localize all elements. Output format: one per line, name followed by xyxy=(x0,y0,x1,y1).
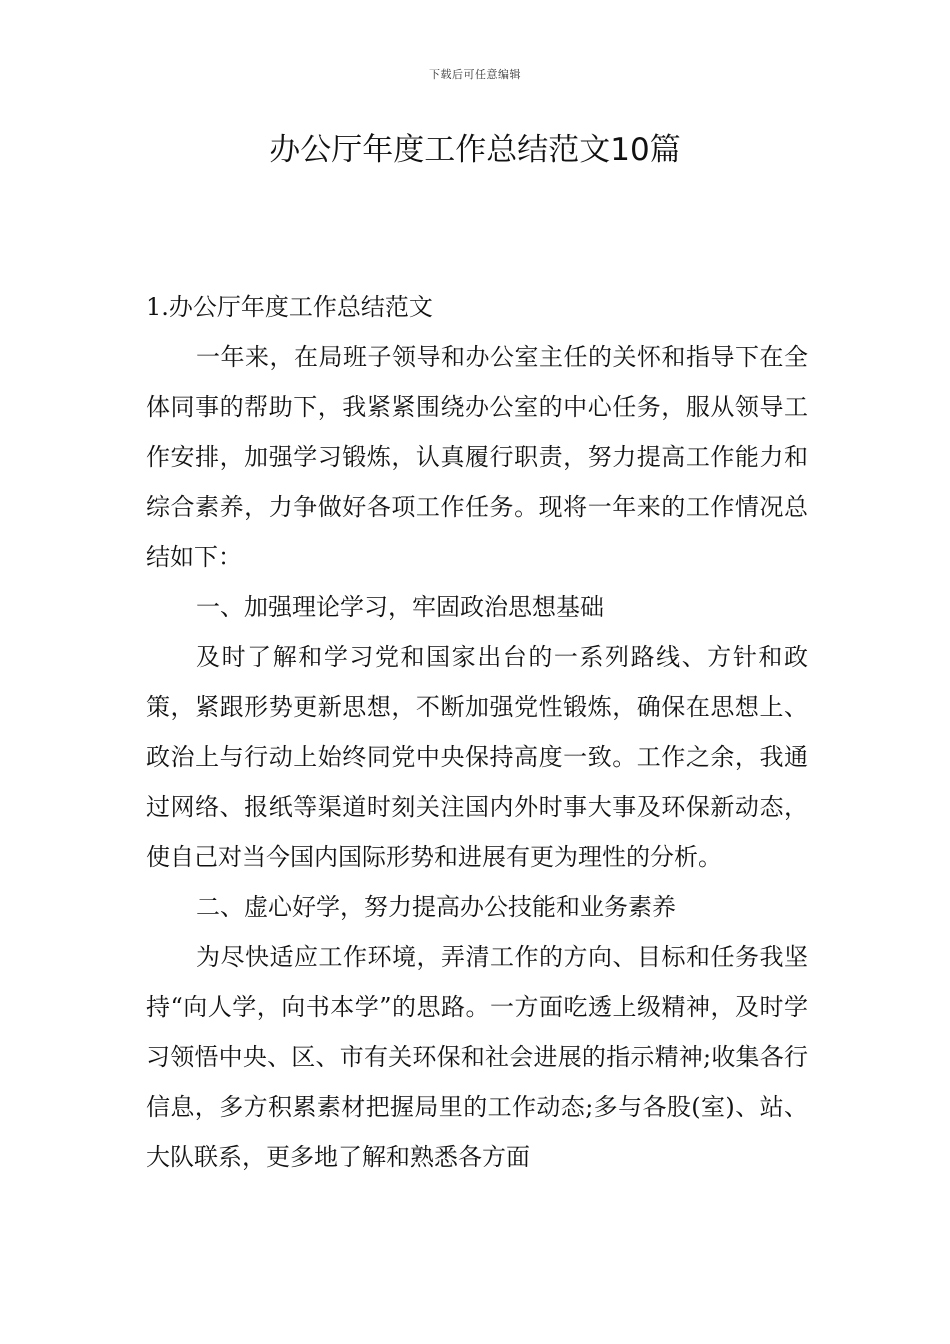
document-body xyxy=(146,282,808,1182)
subheading-office-skills: 二、虚心好学，努力提高办公技能和业务素养 xyxy=(196,893,676,921)
paragraph-theory-study: 及时了解和学习党和国家出台的一系列路线、方针和政策，紧跟形势更新思想，不断加强党性锻炼，确保在思想上、政治上与行动上始终同党中央保持高度一致。工作之余，我通过网络、报纸等渠道时刻关注国内外时事大事及环保新动态，使自己对当今国内国际形势和进展有更为理性的分析。 xyxy=(146,643,808,871)
document-title: 办公厅年度工作总结范文10篇 xyxy=(269,132,681,168)
paragraph-intro: 一年来，在局班子领导和办公室主任的关怀和指导下在全体同事的帮助下，我紧紧围绕办公室的中心任务，服从领导工作安排，加强学习锻炼，认真履行职责，努力提高工作能力和综合素养，力争做好各项工作任务。现将一年来的工作情况总结如下： xyxy=(146,343,808,571)
subheading-theory-study: 一、加强理论学习，牢固政治思想基础 xyxy=(196,593,604,621)
header-note: 下载后可任意编辑 xyxy=(429,68,521,81)
section-heading: 1.办公厅年度工作总结范文 xyxy=(146,293,433,321)
paragraph-office-skills: 为尽快适应工作环境，弄清工作的方向、目标和任务我坚持“向人学，向书本学”的思路。一方面吃透上级精神，及时学习领悟中央、区、市有关环保和社会进展的指示精神;收集各行信息，多方积累素材把握局里的工作动态;多与各股(室)、站、大队联系，更多地了解和熟悉各方面 xyxy=(146,943,808,1171)
